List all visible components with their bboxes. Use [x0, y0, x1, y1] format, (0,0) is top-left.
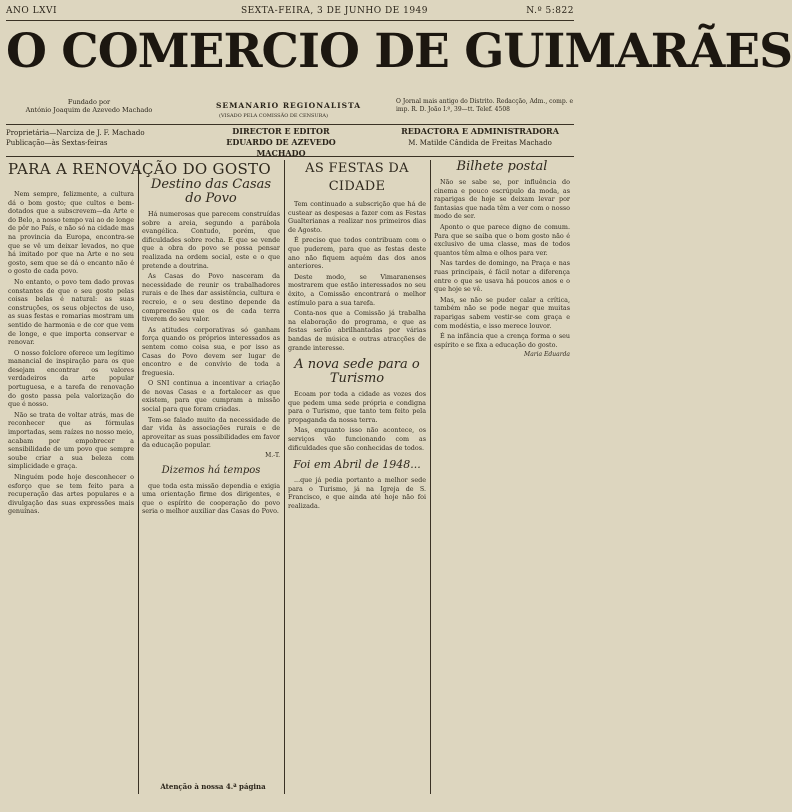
headline-turismo: A nova sede para o Turismo	[294, 357, 420, 387]
paragraph: Tem continuado a subscrição que há de custear as despesas a fazer com as Festas Gualterianas a realizar nos primeiros dias de Agosto.	[288, 200, 426, 234]
article-signature: M.-T.	[265, 452, 280, 460]
headline-renovacao-gosto: PARA A RENOVAÇÃO DO GOSTO	[8, 160, 271, 178]
column-divider	[430, 160, 431, 794]
article-casas-do-povo	[142, 178, 280, 812]
paragraph: Mas, enquanto isso não acontece, os serviços vão funcionando com as dificuldades que são conhecidas de todos.	[288, 426, 426, 452]
small-article-body: que toda esta missão dependia e exigia uma orientação firme dos dirigentes, e que o espírito de cooperação do povo seria o melhor auxiliar das Casas do Povo.	[142, 481, 280, 516]
turismo-body	[288, 390, 426, 452]
headline-casas-do-povo: Destino das Casas do Povo	[150, 177, 272, 206]
article-festas-cidade	[288, 160, 426, 794]
director-label: DIRECTOR E EDITOR	[232, 126, 330, 136]
article-body	[8, 190, 134, 516]
paragraph: No entanto, o povo tem dado provas constantes de que o seu gosto pelas coisas belas é natural: as suas construções, os seus objectos de uso, as suas festas e romarias mostram um sentido de harmonia e de cor que vem de longe, e que importa conservar e renovar.	[8, 277, 134, 347]
paragraph: Nas tardes de domingo, na Praça e nas ruas principais, é fácil notar a diferença entre o que se usava há poucos anos e o que hoje se vê.	[434, 259, 570, 294]
abril-body: ...que já pedia portanto a melhor sede para o Turismo, já na Igreja de S. Francisco, e que ainda até hoje não foi realizada.	[288, 476, 426, 511]
paragraph: Nem sempre, felizmente, a cultura dá o bom gosto; que cultos e bem-dotados que a subscrevem—da Arte e do Belo, a nosso tempo vai ao de longe de pôr no País, e não só na cidade mas na provincia da Europa, encontra-se que se vê um deixar levados, no que há imitado por que na Arte e no seu gosto, sem que se dá o encanto não é o gosto de cada povo.	[8, 190, 134, 276]
redactora-name: M. Matilde Cândida de Freitas Machado	[408, 139, 552, 147]
staff-left	[6, 128, 186, 148]
semanario-label: SEMANARIO REGIONALISTA	[216, 101, 362, 110]
paragraph: Não se trata de voltar atrás, mas de reconhecer que as fórmulas importadas, sem raízes no nosso meio, acabam por empobrecer a sensibilidade de um povo que sempre soube criar a sua beleza com simplicidade e graça.	[8, 410, 134, 471]
paragraph: Conta-nos que a Comissão já trabalha na elaboração do programa, e que as festas serão abrilhantadas por várias bandas de música e outras atracções de grande interesse.	[288, 309, 426, 352]
article-body	[434, 178, 570, 349]
paragraph: Não se sabe se, por influência do cinema e pouco escrúpulo da moda, as raparigas de hoje se deixam levar por fantasias que nada têm a ver com o nosso modo de ser.	[434, 178, 570, 221]
proprietaria-label: Proprietária—Narciza de J. F. Machado	[6, 129, 145, 137]
paragraph: Há numerosas que parecem construídas sobre a areia, segundo a parábola evangélica. Contudo, porém, que dificuldades sobre rocha. E que se vende que a obra do povo se possa pensar realizada na ordem social, este e o que pretende a doutrina.	[142, 210, 280, 270]
paragraph: É na infância que a crença forma o seu espírito e se fixa a educação do gosto.	[434, 332, 570, 349]
small-headline: Dizemos há tempos	[161, 464, 261, 476]
article-bilhete-postal	[434, 160, 570, 794]
issue-year: ANO LXVI	[6, 6, 58, 16]
journal-address: O Jornal mais antigo do Distrito. Redacção, Adm., comp. e imp. R. D. João I.º, 39—tt. Telef. 4508	[396, 98, 574, 113]
article-body	[142, 210, 280, 450]
headline-abril: Foi em Abril de 1948...	[293, 458, 421, 472]
masthead-title: O COMERCIO DE GUIMARÃES	[6, 24, 792, 79]
redactora-label: REDACTORA E ADMINISTRADORA	[401, 126, 559, 136]
paragraph: O nosso folclore oferece um legítimo manancial de inspiração para os que desejam encontrar os valores verdadeiros da arte popular portuguesa, e a tarefa de renovação do gosto passa pela valorização do que é nosso.	[8, 348, 134, 409]
issue-date: SEXTA-FEIRA, 3 DE JUNHO DE 1949	[241, 6, 429, 16]
director-name: EDUARDO DE AZEVEDO MACHADO	[226, 137, 336, 158]
paragraph: Deste modo, se Vimaranenses mostrarem que estão interessados no seu êxito, a Comissão encontrará o melhor estímulo para a sua tarefa.	[288, 272, 426, 307]
column-divider	[284, 160, 285, 794]
paragraph: Ninguém pode hoje desconhecer o esforço que se tem feito para a recuperação das artes populares e a divulgação das suas expressões mais genuínas.	[8, 473, 134, 516]
footer-note: Atenção à nossa 4.ª página	[160, 782, 266, 791]
column-divider	[138, 160, 139, 794]
staff-row	[6, 126, 574, 156]
paragraph: Aponto o que parece digno de comum. Para que se saiba que o bom gosto não é exclusivo de uma classe, mas de todos quantos têm alma e olhos para ver.	[434, 222, 570, 257]
paragraph: As Casas do Povo nasceram da necessidade de reunir os trabalhadores rurais e de lhes dar assistência, cultura e recreio, e o seu destino depende da compreensão que os de cada terra tiverem do seu valor.	[142, 272, 280, 324]
header-rule	[6, 124, 574, 125]
paragraph: Tem-se falado muito da necessidade de dar vida às associações rurais e de aproveitar as suas possibilidades em favor da educação popular.	[142, 415, 280, 450]
article-body	[288, 200, 426, 352]
top-rule	[6, 20, 574, 21]
paragraph: Ecoam por toda a cidade as vozes dos que pedem uma sede própria e condigna para o Turismo, que tanto tem feito pela propaganda da nossa terra.	[288, 390, 426, 424]
issue-number: N.º 5:822	[526, 6, 574, 16]
director-block	[206, 126, 356, 159]
redactora-block	[386, 126, 574, 149]
issue-line	[6, 6, 574, 20]
censorship-note: (VISADO PELA COMISSÃO DE CENSURA)	[219, 113, 328, 119]
staff-rule	[6, 156, 574, 157]
publicacao-label: Publicação—às Sextas-feiras	[6, 139, 108, 147]
paragraph: É preciso que todos contribuam com o que puderem, para que as festas deste ano não fiquem aquém das dos anos anteriores.	[288, 236, 426, 271]
paragraph: As atitudes corporativas só ganham força quando os próprios interessados as sentem como coisa sua, e por isso as Casas do Povo devem ser lugar de encontro e de convívio de toda a freguesia.	[142, 325, 280, 377]
article-signature: Maria Eduarda	[524, 351, 570, 359]
paragraph: Mas, se não se puder calar a crítica, também não se pode negar que muitas raparigas sabem vestir-se com graça e com modéstia, e isso merece louvor.	[434, 295, 570, 330]
paragraph: O SNI continua a incentivar a criação de novas Casas e a fortalecer as que existem, para que cumpram a missão social para que foram criadas.	[142, 379, 280, 414]
headline-festas-cidade: AS FESTAS DA CIDADE	[305, 161, 409, 194]
headline-bilhete-postal: Bilhete postal	[456, 159, 548, 174]
founder-note: Fundado por António Joaquim de Azevedo Machado	[25, 98, 153, 114]
